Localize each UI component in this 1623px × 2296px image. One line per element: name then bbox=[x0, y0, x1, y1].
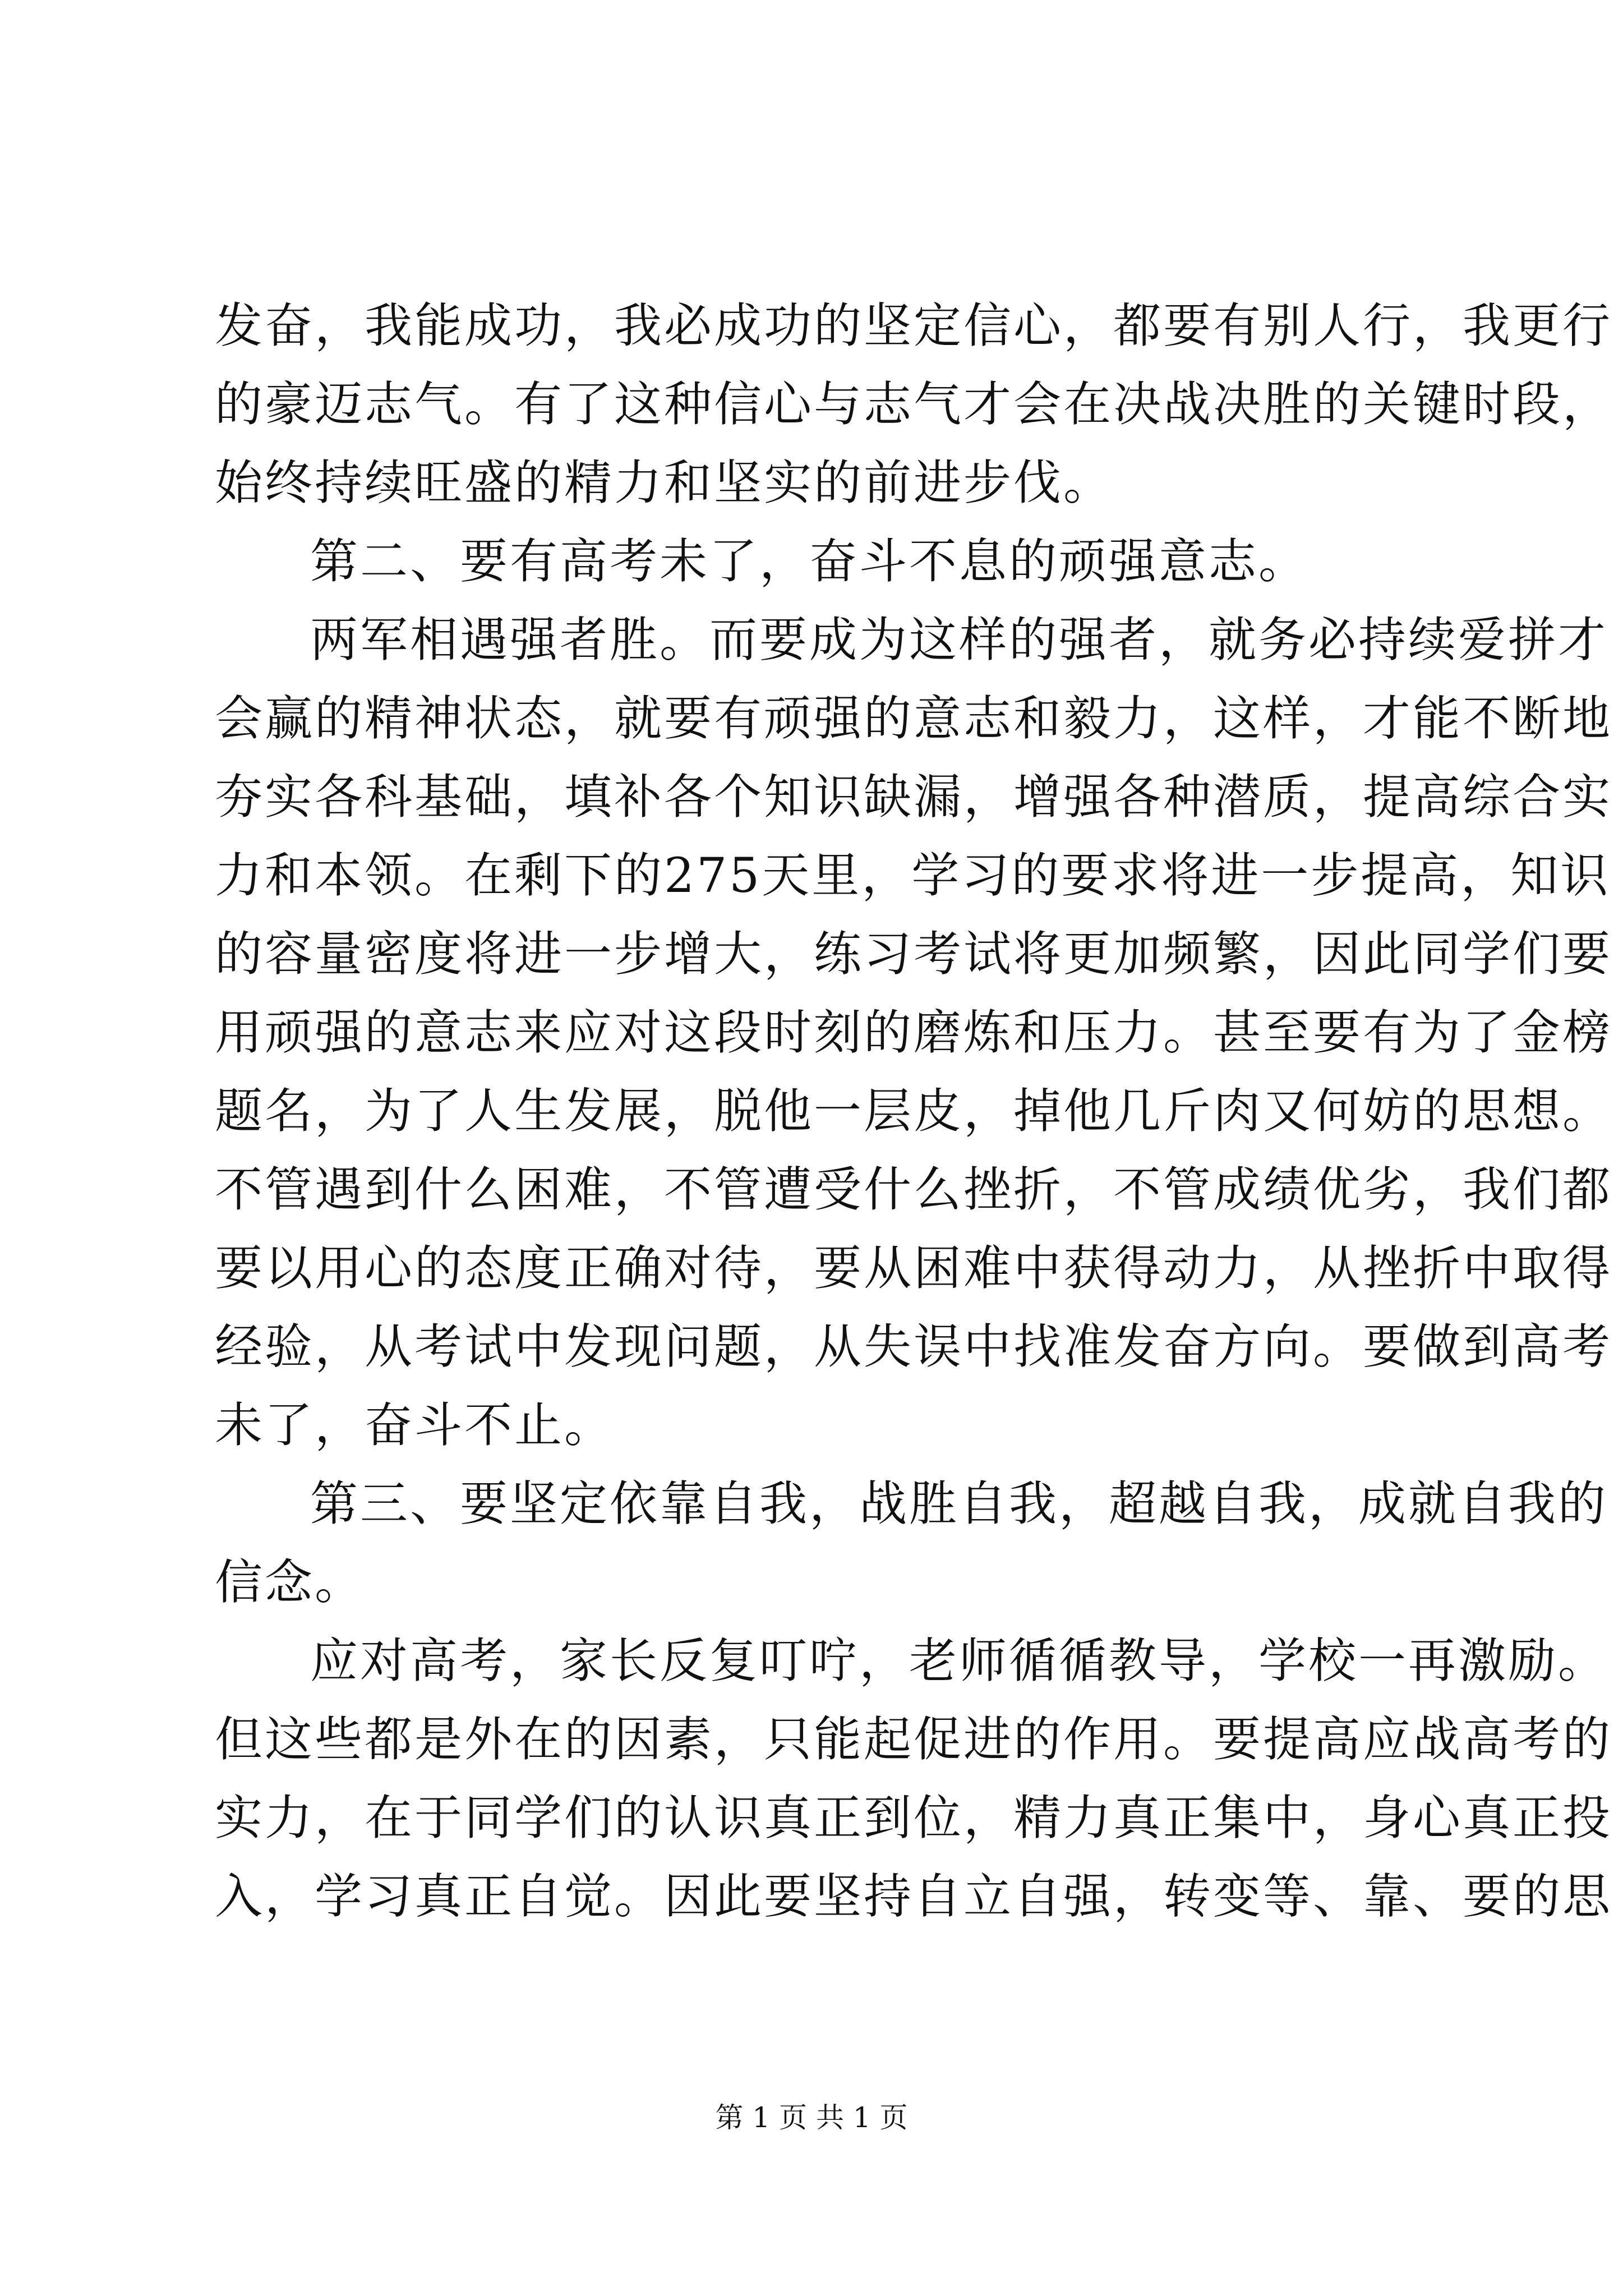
text-line: 但这些都是外在的因素，只能起促进的作用。要提高应战高考的 bbox=[215, 1712, 1613, 1768]
text-line: 两军相遇强者胜。而要成为这样的强者，就务必持续爱拼才 bbox=[310, 613, 1608, 668]
text-line: 实力，在于同学们的认识真正到位，精力真正集中，身心真正投 bbox=[215, 1791, 1613, 1846]
heading-line: 第二、要有高考未了，奋斗不息的顽强意志。 bbox=[310, 534, 1309, 590]
page-footer: 第 1 页 共 1 页 bbox=[715, 2101, 908, 2134]
text-line: 发奋，我能成功，我必成功的坚定信心，都要有别人行，我更行 bbox=[215, 298, 1613, 354]
text-line: 要以用心的态度正确对待，要从困难中获得动力，从挫折中取得 bbox=[215, 1241, 1613, 1296]
text-line: 未了，奋斗不止。 bbox=[215, 1398, 615, 1453]
text-line: 用顽强的意志来应对这段时刻的磨炼和压力。甚至要有为了金榜 bbox=[215, 1005, 1613, 1061]
text-line: 力和本领。在剩下的275天里，学习的要求将进一步提高，知识 bbox=[215, 848, 1611, 904]
text-line: 不管遇到什么困难，不管遭受什么挫折，不管成绩优劣，我们都 bbox=[215, 1162, 1613, 1218]
body-text bbox=[215, 287, 1613, 1936]
text-line: 信念。 bbox=[215, 1555, 365, 1611]
text-line: 始终持续旺盛的精力和坚实的前进步伐。 bbox=[215, 455, 1114, 511]
heading-line: 第三、要坚定依靠自我，战胜自我，超越自我，成就自我的 bbox=[310, 1476, 1608, 1532]
text-line: 的豪迈志气。有了这种信心与志气才会在决战决胜的关键时段， bbox=[215, 377, 1613, 432]
text-line: 经验，从考试中发现问题，从失误中找准发奋方向。要做到高考 bbox=[215, 1319, 1613, 1375]
text-line: 题名，为了人生发展，脱他一层皮，掉他几斤肉又何妨的思想。 bbox=[215, 1084, 1613, 1139]
text-line: 夯实各科基础，填补各个知识缺漏，增强各种潜质，提高综合实 bbox=[215, 770, 1613, 825]
text-line: 的容量密度将进一步增大，练习考试将更加频繁，因此同学们要 bbox=[215, 927, 1613, 982]
text-line: 应对高考，家长反复叮咛，老师循循教导，学校一再激励。 bbox=[310, 1634, 1608, 1689]
text-line: 入，学习真正自觉。因此要坚持自立自强，转变等、靠、要的思 bbox=[215, 1869, 1613, 1925]
text-line: 会赢的精神状态，就要有顽强的意志和毅力，这样，才能不断地 bbox=[215, 691, 1613, 747]
